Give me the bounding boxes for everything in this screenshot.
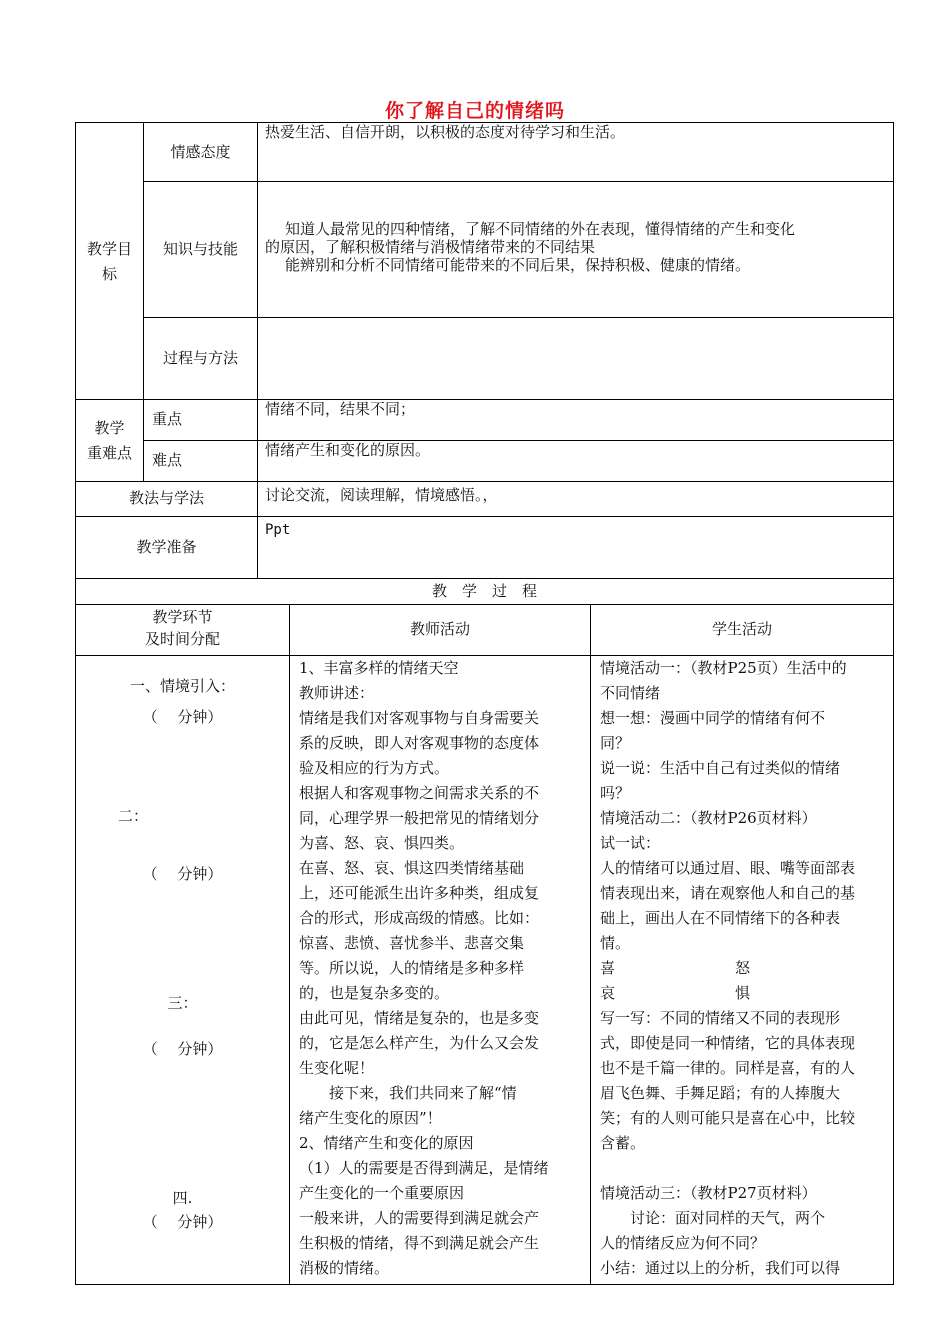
process-header: 教 学 过 程	[431, 582, 537, 600]
student-line	[600, 1156, 890, 1181]
process-col-stage: 教学环节 及时间分配	[144, 608, 220, 648]
student-line: 哀 惧	[600, 984, 751, 1002]
preparation-text: Ppt	[265, 522, 291, 538]
teacher-line: 生变化呢！	[299, 1059, 375, 1077]
stage-time: （ 分钟）	[142, 1213, 223, 1231]
student-line: 式，即使是同一种情绪，它的具体表现	[600, 1034, 856, 1052]
teacher-line: 根据人和客观事物之间需求关系的不	[299, 784, 540, 802]
student-line: 情。	[600, 934, 631, 952]
teacher-line: 的，它是怎么样产生，为什么又会发	[299, 1034, 540, 1052]
student-line: 情境活动一：（教材P25页）生活中的	[600, 659, 847, 677]
student-line: 含蓄。	[600, 1134, 646, 1152]
stage-name: 三：	[167, 994, 198, 1012]
teacher-line: 接下来，我们共同来了解“情	[299, 1084, 517, 1102]
student-activity	[600, 656, 890, 1281]
teacher-line: 生积极的情绪，得不到满足就会产生	[299, 1234, 540, 1252]
student-line: 笑；有的人则可能只是喜在心中，比较	[600, 1109, 856, 1127]
key-label: 重点	[152, 410, 183, 428]
student-line: 眉飞色舞、手舞足蹈；有的人捧腹大	[600, 1084, 841, 1102]
teacher-line: 一般来讲，人的需要得到满足就会产	[299, 1209, 540, 1227]
stage-time: （ 分钟）	[142, 708, 223, 726]
teacher-line: 产生变化的一个重要原因	[299, 1184, 465, 1202]
student-line: 吗？	[600, 784, 631, 802]
methods-text: 讨论交流，阅读理解，情境感悟。，	[265, 486, 498, 504]
student-line: 也不是千篇一律的。同样是喜，有的人	[600, 1059, 856, 1077]
student-line: 情表现出来，请在观察他人和自己的基	[600, 884, 856, 902]
student-line: 不同情绪	[600, 684, 661, 702]
teacher-line: 同，心理学界一般把常见的情绪划分	[299, 809, 540, 827]
key-points-label: 教学 重难点	[86, 419, 132, 462]
student-line: 础上，画出人在不同情绪下的各种表	[600, 909, 841, 927]
emotion-label: 情感态度	[170, 143, 231, 161]
knowledge-text: 知道人最常见的四种情绪，了解不同情绪的外在表现，懂得情绪的产生和变化 的原因，了解积极情绪与消极情绪带来的不同结果 能辨别和分析不同情绪可能带来的不同后果，保持积极、健康的情绪。	[265, 220, 796, 274]
student-line: 试一试：	[600, 834, 661, 852]
student-line: 人的情绪可以通过眉、眼、嘴等面部表	[600, 859, 856, 877]
student-line: 情境活动二：（教材P26页材料）	[600, 809, 817, 827]
teacher-line: 在喜、怒、哀、惧这四类情绪基础	[299, 859, 525, 877]
teacher-line: 的，也是复杂多变的。	[299, 984, 450, 1002]
stage-name: 二：	[118, 807, 149, 825]
student-line: 小结：通过以上的分析，我们可以得	[600, 1259, 841, 1277]
emotion-text: 热爱生活、自信开朗，以积极的态度对待学习和生活。	[265, 123, 626, 141]
page-title: 你了解自己的情绪吗	[384, 100, 565, 122]
student-line: 写一写：不同的情绪又不同的表现形	[600, 1009, 841, 1027]
process-method-label: 过程与方法	[162, 349, 238, 367]
teacher-line: 合的形式，形成高级的情感。比如：	[299, 909, 540, 927]
knowledge-label: 知识与技能	[162, 240, 238, 258]
teacher-line: 惊喜、悲愤、喜忧参半、悲喜交集	[299, 934, 525, 952]
hard-label: 难点	[152, 451, 183, 469]
preparation-label: 教学准备	[136, 538, 197, 556]
goals-label: 教学目 标	[86, 240, 132, 283]
student-line: 情境活动三：（教材P27页材料）	[600, 1184, 817, 1202]
teacher-line: 由此可见，情绪是复杂的，也是多变	[299, 1009, 540, 1027]
teacher-activity	[299, 656, 587, 1281]
methods-label: 教法与学法	[128, 489, 204, 507]
student-line: 说一说：生活中自己有过类似的情绪	[600, 759, 841, 777]
student-line: 人的情绪反应为何不同？	[600, 1234, 766, 1252]
teacher-line: （1）人的需要是否得到满足，是情绪	[299, 1159, 549, 1177]
teacher-line: 系的反映，即人对客观事物的态度体	[299, 734, 540, 752]
teacher-line: 为喜、怒、哀、惧四类。	[299, 834, 465, 852]
hard-text: 情绪产生和变化的原因。	[265, 441, 431, 459]
stage-time: （ 分钟）	[142, 865, 223, 883]
student-line: 喜 怒	[600, 959, 751, 977]
teacher-line: 绪产生变化的原因”！	[299, 1109, 442, 1127]
student-line: 讨论：面对同样的天气，两个	[600, 1209, 826, 1227]
teacher-line: 等。所以说，人的情绪是多种多样	[299, 959, 525, 977]
stage-name: 一、情境引入：	[129, 677, 235, 695]
teacher-line: 验及相应的行为方式。	[299, 759, 450, 777]
teacher-line: 上，还可能派生出许多种类，组成复	[299, 884, 540, 902]
stage-time: （ 分钟）	[142, 1040, 223, 1058]
student-line: 同？	[600, 734, 631, 752]
teacher-line: 教师讲述：	[299, 684, 375, 702]
process-col-teacher: 教师活动	[409, 620, 470, 638]
student-line: 想一想：漫画中同学的情绪有何不	[600, 709, 826, 727]
key-text: 情绪不同，结果不同；	[265, 400, 416, 418]
teacher-line: 1、丰富多样的情绪天空	[299, 659, 459, 677]
process-col-student: 学生活动	[711, 620, 772, 638]
teacher-line: 消极的情绪。	[299, 1259, 390, 1277]
stage-name: 四.	[172, 1189, 193, 1207]
teacher-line: 2、情绪产生和变化的原因	[299, 1134, 474, 1152]
teacher-line: 情绪是我们对客观事物与自身需要关	[299, 709, 540, 727]
